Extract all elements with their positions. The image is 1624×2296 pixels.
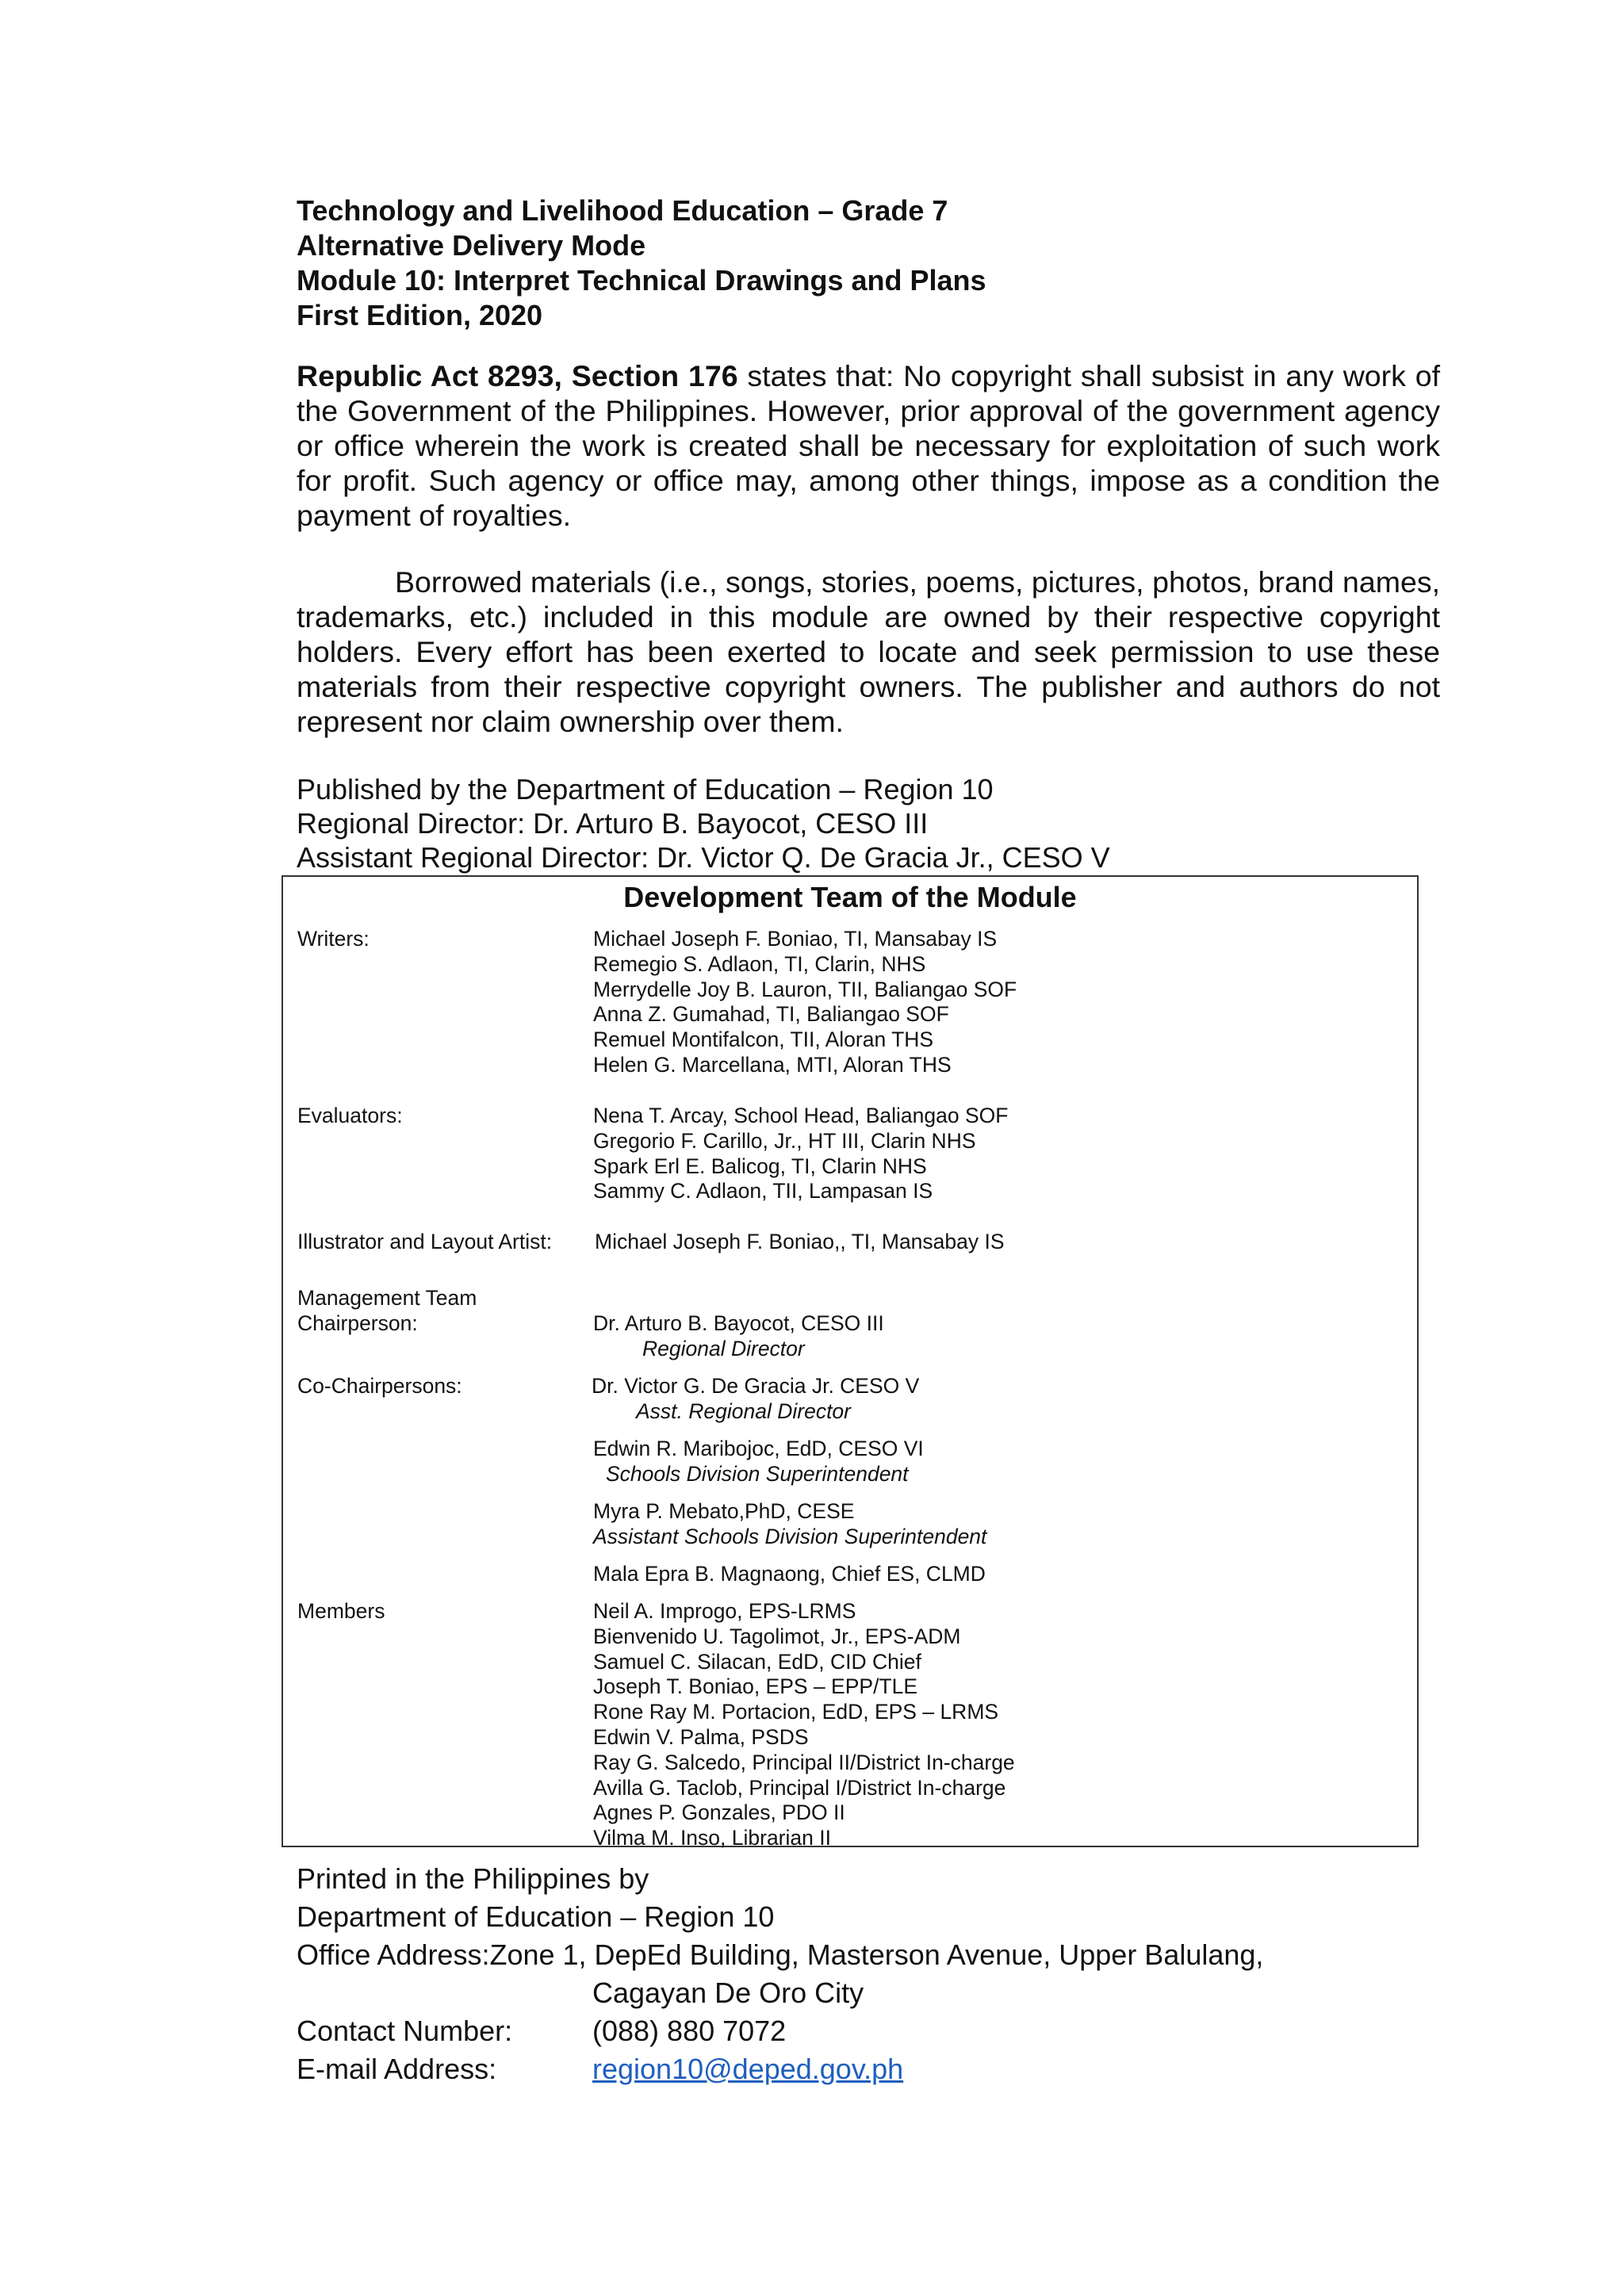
co-chair-name: Myra P. Mebato,PhD, CESE [593, 1499, 855, 1523]
writer: Remuel Montifalcon, TII, Aloran THS [593, 1027, 934, 1052]
member: Neil A. Improgo, EPS-LRMS [593, 1599, 856, 1623]
member: Joseph T. Boniao, EPS – EPP/TLE [593, 1674, 918, 1699]
chairperson-title: Regional Director [642, 1336, 805, 1360]
heading-subject: Technology and Livelihood Education – Grade 7 [297, 194, 948, 227]
members-label: Members [297, 1599, 385, 1623]
member: Avilla G. Taclob, Principal I/District In-charge [593, 1775, 1006, 1800]
contact-number-row [297, 2012, 1263, 2050]
evaluator: Gregorio F. Carillo, Jr., HT III, Clarin NHS [593, 1128, 976, 1153]
members-list [593, 1599, 1015, 1851]
office-address-value: Zone 1, DepEd Building, Masterson Avenue, Upper Balulang, [489, 1938, 1264, 1971]
member: Vilma M. Inso, Librarian II [593, 1826, 831, 1850]
contact-number-label: Contact Number: [297, 2015, 513, 2047]
office-address-row [297, 1936, 1263, 1974]
evaluators-label: Evaluators: [297, 1104, 403, 1127]
office-address-row-2 [297, 1974, 1263, 2012]
chairperson-name: Dr. Arturo B. Bayocot, CESO III [593, 1311, 884, 1335]
member: Edwin V. Palma, PSDS [593, 1724, 809, 1749]
co-chairpersons-label: Co-Chairpersons: [297, 1374, 462, 1398]
co-chair-name: Dr. Victor G. De Gracia Jr. CESO V [592, 1374, 920, 1398]
email-row [297, 2050, 1263, 2088]
co-chair-entry [593, 1437, 924, 1487]
member: Rone Ray M. Portacion, EdD, EPS – LRMS [593, 1700, 999, 1724]
regional-director: Regional Director: Dr. Arturo B. Bayocot, CESO III [297, 807, 929, 840]
publisher-info [297, 772, 1110, 874]
borrowed-materials-notice [297, 564, 1440, 739]
co-chair-entry [592, 1374, 919, 1425]
heading-mode: Alternative Delivery Mode [297, 229, 646, 262]
member: Ray G. Salcedo, Principal II/District In-charge [593, 1750, 1015, 1774]
writers-label: Writers: [297, 927, 370, 951]
office-address-city: Cagayan De Oro City [592, 1976, 864, 2009]
email-label: E-mail Address: [297, 2053, 497, 2085]
writer: Michael Joseph F. Boniao, TI, Mansabay IS [593, 927, 998, 951]
evaluator: Nena T. Arcay, School Head, Baliangao SOF [593, 1104, 1009, 1127]
copyright-notice [297, 358, 1440, 533]
co-chair-name: Edwin R. Maribojoc, EdD, CESO VI [593, 1437, 924, 1460]
module-heading [297, 193, 986, 333]
co-chair-extra: Mala Epra B. Magnaong, Chief ES, CLMD [593, 1562, 986, 1586]
printed-info [297, 1860, 1263, 2088]
co-chair-entry [593, 1499, 986, 1550]
email-link[interactable]: region10@deped.gov.ph [592, 2053, 904, 2085]
member: Samuel C. Silacan, EdD, CID Chief [593, 1649, 921, 1674]
member: Agnes P. Gonzales, PDO II [593, 1800, 845, 1825]
copyright-text: states that: No copyright shall subsist in any work of the Government of the Philippines. However, prior approval of the government agency or office wherein the work is created shall be necessary for exploitation of such work for profit. Such agency or office may, among other things, impose as a condition the payment of royalties. [297, 359, 1441, 532]
evaluators-list [593, 1104, 1008, 1204]
co-chair-title: Schools Division Superintendent [606, 1461, 909, 1486]
published-by: Published by the Department of Education – Region 10 [297, 773, 994, 806]
assistant-regional-director: Assistant Regional Director: Dr. Victor Q. De Gracia Jr., CESO V [297, 841, 1110, 874]
team-title: Development Team of the Module [623, 881, 1077, 913]
co-chair-title: Asst. Regional Director [636, 1399, 851, 1423]
evaluator: Sammy C. Adlaon, TII, Lampasan IS [593, 1179, 933, 1203]
illustrator-label: Illustrator and Layout Artist: [297, 1230, 553, 1253]
development-team-box [282, 875, 1419, 1850]
writer: Remegio S. Adlaon, TI, Clarin, NHS [593, 951, 926, 976]
illustrator-name: Michael Joseph F. Boniao,, TI, Mansabay IS [595, 1230, 1005, 1253]
printer-department: Department of Education – Region 10 [297, 1900, 775, 1933]
borrowed-text: Borrowed materials (i.e., songs, stories, poems, pictures, photos, brand names, trademarks, etc.) included in this module are owned by their respective copyright holders. Every effort has been exerted to locate and seek permission to use these materials from their respective copyright owners. The publisher and authors do not represent nor claim ownership over them. [297, 565, 1440, 738]
chairperson-label: Chairperson: [297, 1311, 418, 1335]
heading-module-title: Module 10: Interpret Technical Drawings and Plans [297, 264, 986, 297]
management-team-label: Management Team [297, 1286, 477, 1310]
printed-by: Printed in the Philippines by [297, 1862, 649, 1895]
co-chair-title: Assistant Schools Division Superintendent [593, 1524, 987, 1548]
member: Bienvenido U. Tagolimot, Jr., EPS-ADM [593, 1624, 961, 1648]
writers-list [593, 927, 1017, 1078]
writer: Merrydelle Joy B. Lauron, TII, Baliangao SOF [593, 977, 1017, 1001]
office-address-label: Office Address: [297, 1938, 490, 1971]
evaluator: Spark Erl E. Balicog, TI, Clarin NHS [593, 1154, 927, 1178]
heading-edition: First Edition, 2020 [297, 299, 543, 331]
chairperson-entry [593, 1311, 884, 1362]
copyright-lead: Republic Act 8293, Section 176 [297, 359, 738, 392]
writer: Anna Z. Gumahad, TI, Baliangao SOF [593, 1002, 949, 1027]
contact-number-value: (088) 880 7072 [592, 2015, 787, 2047]
writer: Helen G. Marcellana, MTI, Aloran THS [593, 1052, 952, 1077]
